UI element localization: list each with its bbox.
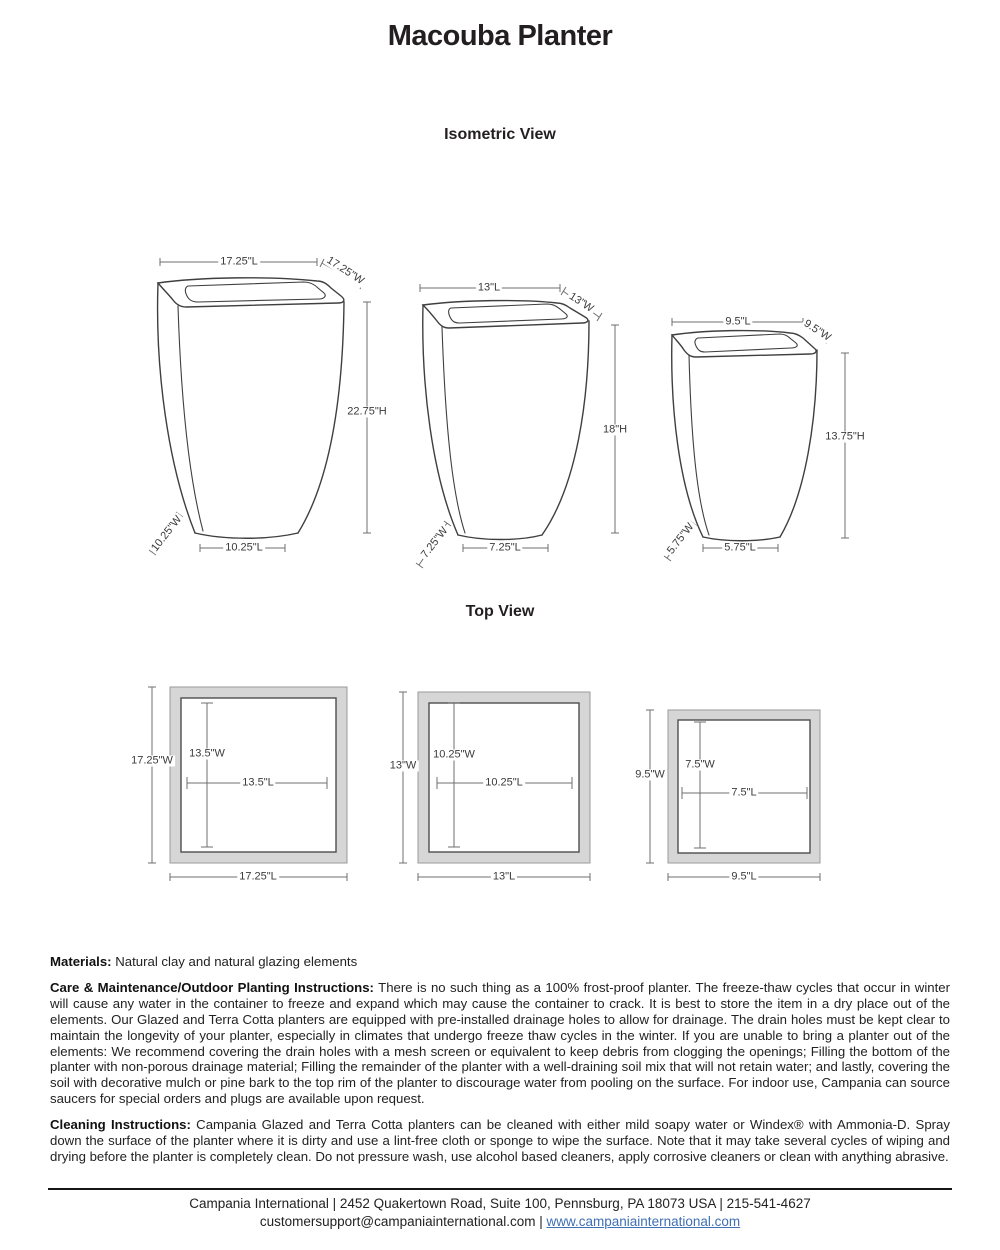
footer-contact-line	[0, 1213, 1000, 1231]
cleaning-text: Campania Glazed and Terra Cotta planters can be cleaned with either mild soapy water or Windex® with Ammonia-D. Spray down the surface of the planter where it is dirty and use a lint-free cloth or sponge to wipe the surface. Note that it may take several cycles of wiping and drying before the planter is completely clean. Do not pressure wash, use alcohol based cleaners, apply corrosive cleaners or clean with anything abrasive.	[50, 1117, 950, 1164]
dim-inner-width: 10.25"W	[433, 748, 475, 761]
dim-top-length: 13"L	[477, 281, 501, 294]
dim-outer-length: 9.5"L	[731, 870, 757, 883]
footer-address-line: Campania International | 2452 Quakertown Road, Suite 100, Pennsburg, PA 18073 USA | 215-541-4627	[189, 1196, 811, 1211]
top-view-heading: Top View	[465, 603, 535, 620]
dim-top-width: 13"W	[566, 290, 596, 315]
top-view-figure-small	[630, 695, 875, 891]
iso-figure-large	[140, 250, 400, 562]
iso-figure-medium	[405, 275, 645, 570]
dim-height: 22.75"H	[347, 405, 387, 418]
dim-outer-length: 13"L	[492, 870, 516, 883]
footer-separator: |	[539, 1214, 543, 1229]
dim-bottom-width: 7.25"W	[418, 524, 451, 561]
dim-outer-width: 17.25"W	[131, 754, 173, 767]
isometric-view-heading: Isometric View	[444, 126, 556, 143]
materials-paragraph	[50, 954, 950, 970]
dim-height: 18"H	[602, 423, 628, 436]
care-label: Care & Maintenance/Outdoor Planting Instructions:	[50, 979, 374, 995]
dim-inner-length: 7.5"L	[731, 786, 757, 799]
dim-bottom-length: 10.25"L	[225, 541, 263, 554]
dim-outer-width: 13"W	[389, 759, 417, 772]
footer-website-link[interactable]: www.campaniainternational.com	[546, 1214, 741, 1229]
info-text-block	[50, 954, 950, 1175]
dim-bottom-width: 10.25"W	[149, 513, 185, 554]
dim-inner-width: 7.5"W	[685, 758, 715, 771]
dim-inner-length: 13.5"L	[242, 776, 274, 789]
cleaning-paragraph	[50, 1117, 950, 1165]
dim-inner-length: 10.25"L	[485, 776, 523, 789]
dim-bottom-length: 5.75"L	[724, 541, 756, 554]
dim-top-length: 9.5"L	[725, 315, 751, 328]
dim-bottom-length: 7.25"L	[489, 541, 521, 554]
iso-figure-small	[655, 308, 880, 563]
dim-inner-width: 13.5"W	[189, 747, 225, 760]
dim-height: 13.75"H	[825, 430, 865, 443]
dim-top-width: 17.25"W	[324, 254, 367, 288]
dim-top-width: 9.5"W	[801, 317, 833, 344]
materials-text: Natural clay and natural glazing elements	[115, 954, 358, 969]
top-view-figure-large	[110, 670, 380, 886]
care-paragraph	[50, 980, 950, 1107]
footer-email: customersupport@campaniainternational.com	[259, 1214, 536, 1229]
dim-bottom-width: 5.75"W	[664, 520, 697, 557]
materials-label: Materials:	[50, 954, 112, 969]
dim-outer-width: 9.5"W	[635, 768, 665, 781]
footer	[0, 1188, 1000, 1231]
care-text: There is no such thing as a 100% frost-proof planter. The freeze-thaw cycles that occur in winter will cause any water in the container to freeze and expand which may cause the container to crack. It is best to store the item in a dry place out of the elements. Our Glazed and Terra Cotta planters are equipped with pre-installed drainage holes to allow for drainage. The drain holes must be kept clear to maintain the longevity of your planter, especially in climates that undergo freeze thaw cycles in the winter. If you are unable to bring a planter out of the elements: We recommend covering the drain holes with a mesh screen or equivalent to keep debris from clogging the openings; Filling the bottom of the planter with non-porous drainage material; Filling the remainder of the planter with a well-draining soil mix that will not retain water; and lastly, covering the soil with decorative mulch or pine bark to the top rim of the planter to discourage water from pooling on the surface. For indoor use, Campania can source saucers for special orders and plugs are available upon request.	[50, 979, 950, 1107]
cleaning-label: Cleaning Instructions:	[50, 1117, 191, 1133]
top-view-figure-medium	[385, 675, 635, 887]
footer-divider	[48, 1188, 952, 1190]
page-title: Macouba Planter	[387, 20, 613, 52]
dim-outer-length: 17.25"L	[239, 870, 277, 883]
dim-top-length: 17.25"L	[220, 255, 258, 268]
